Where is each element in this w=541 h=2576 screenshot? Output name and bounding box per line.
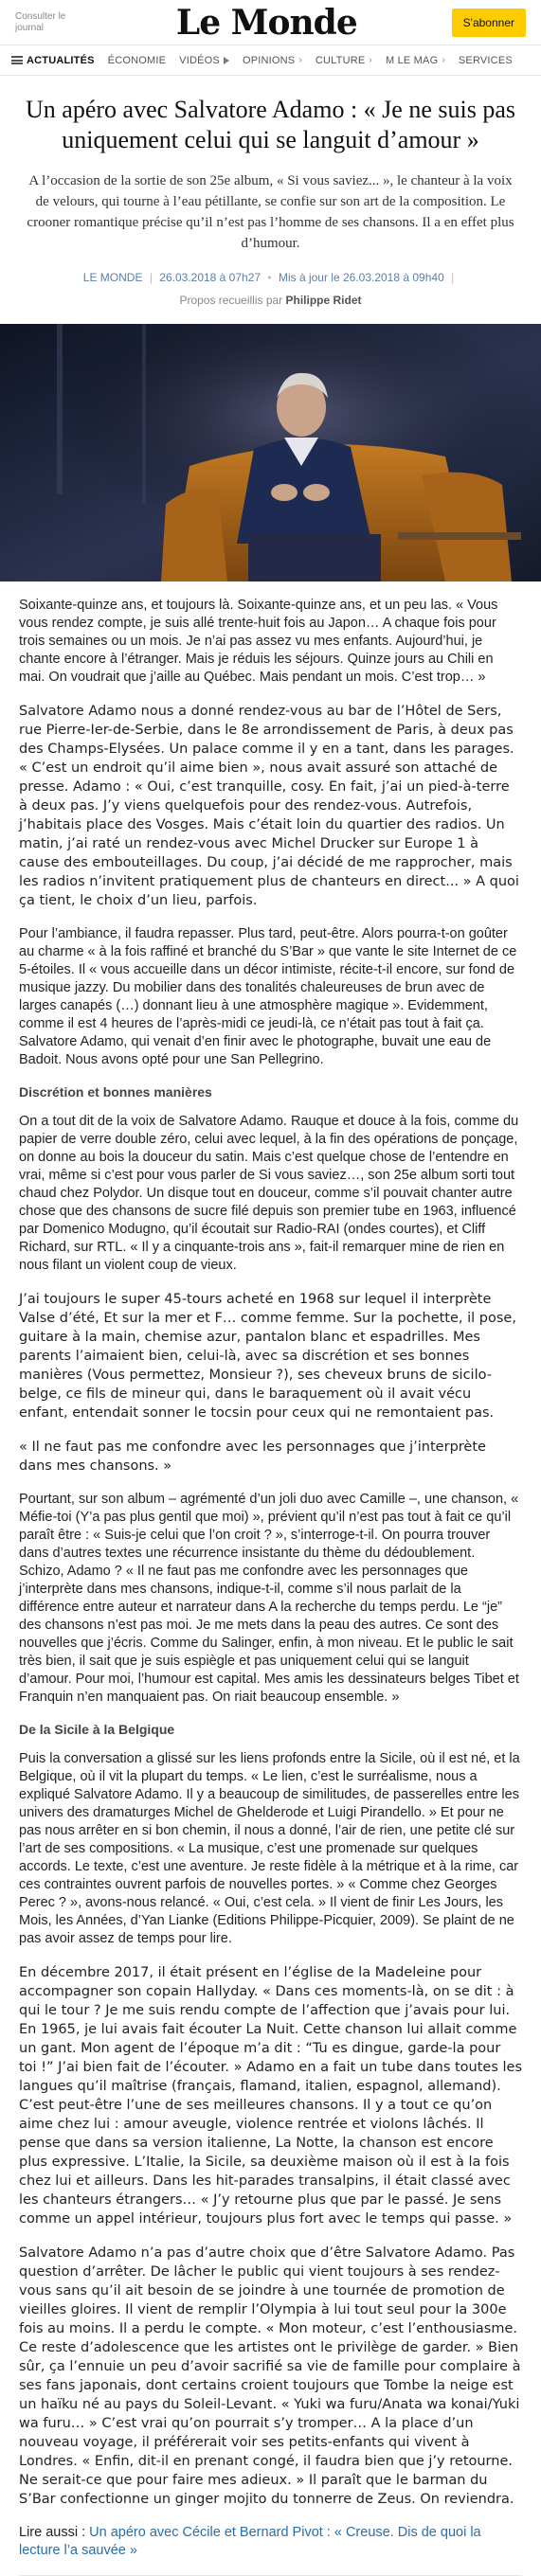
menu-icon[interactable] bbox=[11, 56, 23, 64]
article-headline: Un apéro avec Salvatore Adamo : « Je ne suis pas uniquement celui qui se languit d’amour » bbox=[26, 96, 515, 153]
nav-item-label: CULTURE bbox=[315, 54, 366, 66]
read-also bbox=[19, 2524, 522, 2560]
meta-updated: Mis à jour le 26.03.2018 à 09h40 bbox=[278, 271, 444, 284]
nav-item-label: ACTUALITÉS bbox=[27, 54, 95, 66]
meta-separator: | bbox=[451, 271, 455, 284]
site-header bbox=[0, 0, 541, 76]
chevron-right-icon: › bbox=[442, 55, 445, 65]
consult-journal-link[interactable]: Consulter le journal bbox=[15, 10, 66, 33]
subscribe-button[interactable]: S'abonner bbox=[452, 9, 526, 37]
nav-item-mlemag[interactable] bbox=[386, 55, 445, 66]
article-paragraph: Puis la conversation a glissé sur les liens profonds entre la Sicile, où il est né, et la Belgique, où il vit la plupart du temps. « Le lien, c’est le surréalisme, nous a expliqué Salvatore Adamo. Il y a beaucoup de similitudes, de passerelles entre les univers des dramaturges Michel de Ghelderode et Luigi Pirandello. » Et pour ne pas nous arrêter en si bon chemin, il nous a donné, l’air de rien, une petite clé sur l’art de ses compositions. « La musique, c’est une promenade sur quelques accords. Le texte, c’est une aventure. Je reste fidèle à la métrique et à la rime, car ces contraintes ouvrent parfois de nouvelles portes. » « Comme chez Georges Perec ? », avons-nous relancé. « Oui, c’est cela. » Il vient de finir Les Jours, les Mois, les Années, d’Yan Lianke (Editions Philippe-Picquier, 2009). Se plaint de ne pas avoir assez de temps pour lire. bbox=[19, 1751, 520, 1946]
byline-author[interactable]: Philippe Ridet bbox=[285, 294, 362, 307]
top-bar bbox=[0, 0, 541, 45]
read-also-link[interactable]: Un apéro avec Cécile et Bernard Pivot : « Creuse. Dis de quoi la lecture l’a sauvée » bbox=[19, 2525, 481, 2558]
play-icon bbox=[224, 57, 229, 64]
article-paragraph: On a tout dit de la voix de Salvatore Adamo. Rauque et douce à la fois, comme du papier de verre double zéro, celui avec lequel, à la fin des opérations de ponçage, on donne au bois la douceur du satin. Mais c’est quelque chose de l’entendre en vrai, même si c’est pour vous parler de Si vous saviez…, son 25e album sorti tout chaud chez Polydor. Un disque tout en douceur, comme s’il pouvait chanter autre chose que des chansons de sucre filé depuis son premier tube en 1963, influencé par Domenico Modugno, qu’il écoutait sur Radio-RAI (ondes courtes), et Cliff Richard, sur RTL. « Il y a cinquante-trois ans », fait-il remarquer mine de rien en nous filant un violent coup de vieux. bbox=[19, 1114, 519, 1273]
photo-illustration bbox=[0, 324, 541, 581]
article-subhead: De la Sicile à la Belgique bbox=[19, 1722, 175, 1737]
read-also-prefix: Lire aussi : bbox=[19, 2525, 86, 2540]
nav-item-label: SERVICES bbox=[458, 54, 513, 66]
article-pullquote: « Il ne faut pas me confondre avec les personnages que j’interprète dans mes chansons. » bbox=[19, 1440, 486, 1474]
nav-item-culture[interactable] bbox=[316, 55, 372, 66]
article-byline bbox=[0, 294, 541, 307]
article-subhead: Discrétion et bonnes manières bbox=[19, 1084, 212, 1100]
site-logo[interactable]: Le Monde bbox=[175, 2, 357, 43]
nav-item-label: M LE MAG bbox=[385, 54, 439, 66]
nav-item-opinions[interactable] bbox=[243, 55, 302, 66]
article-paragraph: Soixante-quinze ans, et toujours là. Soixante-quinze ans, et un peu las. « Vous vous rendez compte, je suis allé trente-huit fois au Japon… A chaque fois pour trois semaines ou un mois. Je n’ai pas assez vu mes enfants. Aujourd’hui, je chante encore à l’étranger. Mais je réduis les séjours. Quinze jours au Chili en mai. On voudrait que j’aille au Québec. Mais pendant un mois. C’est trop… » bbox=[19, 598, 498, 685]
article-standfirst: A l’occasion de la sortie de son 25e album, « Si vous saviez... », le chanteur à la voix de velours, qui tourne à l’eau pétillante, se confie sur son art de la composition. Le crooner romantique précise qu’il n’est pas l’homme de ses chansons. Il a en effet plus d’humour. bbox=[27, 173, 514, 251]
nav-item-videos[interactable] bbox=[179, 55, 229, 66]
chevron-right-icon: › bbox=[369, 55, 372, 65]
nav-item-label: ÉCONOMIE bbox=[107, 54, 167, 66]
nav-item-economie[interactable] bbox=[108, 55, 167, 66]
article-paragraph: Salvatore Adamo n’a pas d’autre choix que d’être Salvatore Adamo. Pas question d’arrêter. De lâcher le public qui vient toujours à ses rendez-vous sans qu’il ait besoin de se joindre à une tournée de promotion de vieilles gloires. Il vient de remplir l’Olympia à lui tout seul pour la 300e fois au moins. Il a perdu le compte. « Mon moteur, c’est l’enthousiasme. Ce reste d’adolescence que les artistes ont le privilège de garder. » Bien sûr, ça l’ennuie un peu d’avoir sacrifié sa vie de famille pour complaire à ses fans japonais, dont certains croient toujours que Tombe la neige est un haïku né au pays du Soleil-Levant. « Yuki wa furu/Anata wa konai/Yuki wa furu… » C’est vrai qu’on pourrait s’y tromper… A la place d’un nouveau voyage, il préférerait voir ses petits-enfants qui vivent à Londres. « Enfin, dit-il en prenant congé, il faudra bien que j’y retourne. Ne serait-ce que pour faire mes adieux. » Il paraît que le barman du S’Bar confectionne un ginger mojito du tonnerre de Zeus. On reviendra. bbox=[19, 2245, 521, 2507]
main-nav bbox=[0, 45, 541, 76]
chevron-right-icon: › bbox=[298, 55, 302, 65]
meta-separator: • bbox=[267, 271, 272, 284]
meta-source[interactable]: LE MONDE bbox=[82, 271, 143, 284]
nav-item-services[interactable] bbox=[459, 55, 513, 66]
article-paragraph: Pour l’ambiance, il faudra repasser. Plus tard, peut-être. Alors pourra-t-on goûter au charme « à la fois raffiné et branché du S’Bar » que vante le site Internet de ce 5-étoiles. Il « vous accueille dans un décor intimiste, récite-t-il encore, sur fond de musique jazzy. Du mobilier dans des tonalités chaleureuses de brun avec de larges canapés (…) donnant lieu à une atmosphère magique ». Evidemment, comme il est 4 heures de l’après-midi ce jeudi-là, ce n’était pas tout à fait ça. Salvatore Adamo, qui venait d’en finir avec le photographe, buvait une eau de Badoit. Nous avons opté pour une San Pellegrino. bbox=[19, 926, 517, 1067]
article-paragraph: J’ai toujours le super 45-tours acheté en 1968 sur lequel il interprète Valse d’été, Et sur la mer et F… comme femme. Sur la pochette, il pose, guitare à la main, chemise azur, pantalon blanc et espadrilles. Mes parents l’aimaient bien, celui-là, avec sa discrétion et ses bonnes manières (Vous permettez, Monsieur ?), ses cheveux bruns de sicilo-belge, ce fils de mineur qui, dans le baraquement où il avait vécu enfant, entendait sonner le tocsin pour ceux qui ne remontaient pas. bbox=[19, 1292, 516, 1421]
article bbox=[0, 95, 541, 2576]
article-photo bbox=[0, 324, 541, 581]
byline-prefix: Propos recueillis par bbox=[179, 294, 283, 307]
nav-item-label: OPINIONS bbox=[242, 54, 296, 66]
article-paragraph: Pourtant, sur son album – agrémenté d’un joli duo avec Camille –, une chanson, « Méfie-toi (Y’a pas plus gentil que moi) », prévient qu’il n’est pas tout à fait ce qu’il paraît être : « Suis-je celui que l’on croit ? », s’interroge-t-il. On pourra trouver dans d’autres textes une récurrence insistante du thème du dédoublement. Schizo, Adamo ? « Il ne faut pas me confondre avec les personnages que j’interprète dans mes chansons, indique-t-il, comme s’il nous parlait de la différence entre auteur et narrateur dans A la recherche du temps perdu. Le “je” des chansons n’est pas moi. Je me mets dans la peau des autres. Ce sont des nouvelles que j’écris. Comme du Salinger, enfin, à mon niveau. Et le public le sait très bien, il sait que je suis espiègle et pas uniquement celui qui se languit d’amour. Pour moi, l’humour est capital. Mes amis les dessinateurs belges Tibet et Franquin n’en manquaient pas. On riait beaucoup ensemble. » bbox=[19, 1492, 519, 1705]
meta-date: 26.03.2018 à 07h27 bbox=[159, 271, 261, 284]
article-paragraph: En décembre 2017, il était présent en l’église de la Madeleine pour accompagner son copain Hallyday. « Dans ces moments-là, on se dit : à qui le tour ? Je me suis rendu compte de l’affection que j’avais pour lui. En 1965, je lui avais fait écouter La Nuit. Cette chanson lui allait comme un gant. Mon agent de l’époque m’a dit : “Tu es dingue, garde-la pour toi !” J’ai bien fait de l’écouter. » Adamo en a fait un tube dans toutes les langues qu’il maîtrise (français, flamand, italien, espagnol, allemand). C’est peut-être l’une de ses meilleures chansons. Il y a tout ce qu’on aime chez lui : amour aveugle, violence rentrée et violons lâchés. Il pense que dans sa version italienne, La Notte, la chanson est encore plus expressive. L’Italie, la Sicile, sa deuxième maison où il est à la fois chez lui et ailleurs. Dans les hit-parades transalpins, il était classé avec les chanteurs étrangers… « J’y retourne plus que par le passé. Je sens comme un appel intérieur, toujours plus fort avec le temps qui passe. » bbox=[19, 1965, 523, 2227]
nav-item-label: VIDÉOS bbox=[179, 54, 220, 66]
article-paragraph: Salvatore Adamo nous a donné rendez-vous au bar de l’Hôtel de Sers, rue Pierre-Ier-de-Serbie, dans le 8e arrondissement de Paris, à deux pas des Champs-Elysées. Un palace comme il y en a tant, dans les parages. « C’est un endroit qu’il aime bien », nous avait assuré son attaché de presse. Adamo : « Oui, c’est tranquille, cosy. En fait, j’ai un pied-à-terre à deux pas. J’y viens quelquefois pour des rendez-vous. Autrefois, j’habitais place des Vosges. Mais c’était loin du quartier des radios. Un matin, j’ai raté un rendez-vous avec Michel Drucker sur Europe 1 à cause des embouteillages. Du coup, j’ai décidé de me rapprocher, mais les radios n’invitent pratiquement plus de chanteurs en direct... » A quoi ça tient, le choix d’un lieu, parfois. bbox=[19, 704, 519, 908]
article-meta bbox=[0, 271, 541, 284]
meta-separator: | bbox=[149, 271, 153, 284]
nav-item-actualites[interactable] bbox=[11, 55, 95, 66]
